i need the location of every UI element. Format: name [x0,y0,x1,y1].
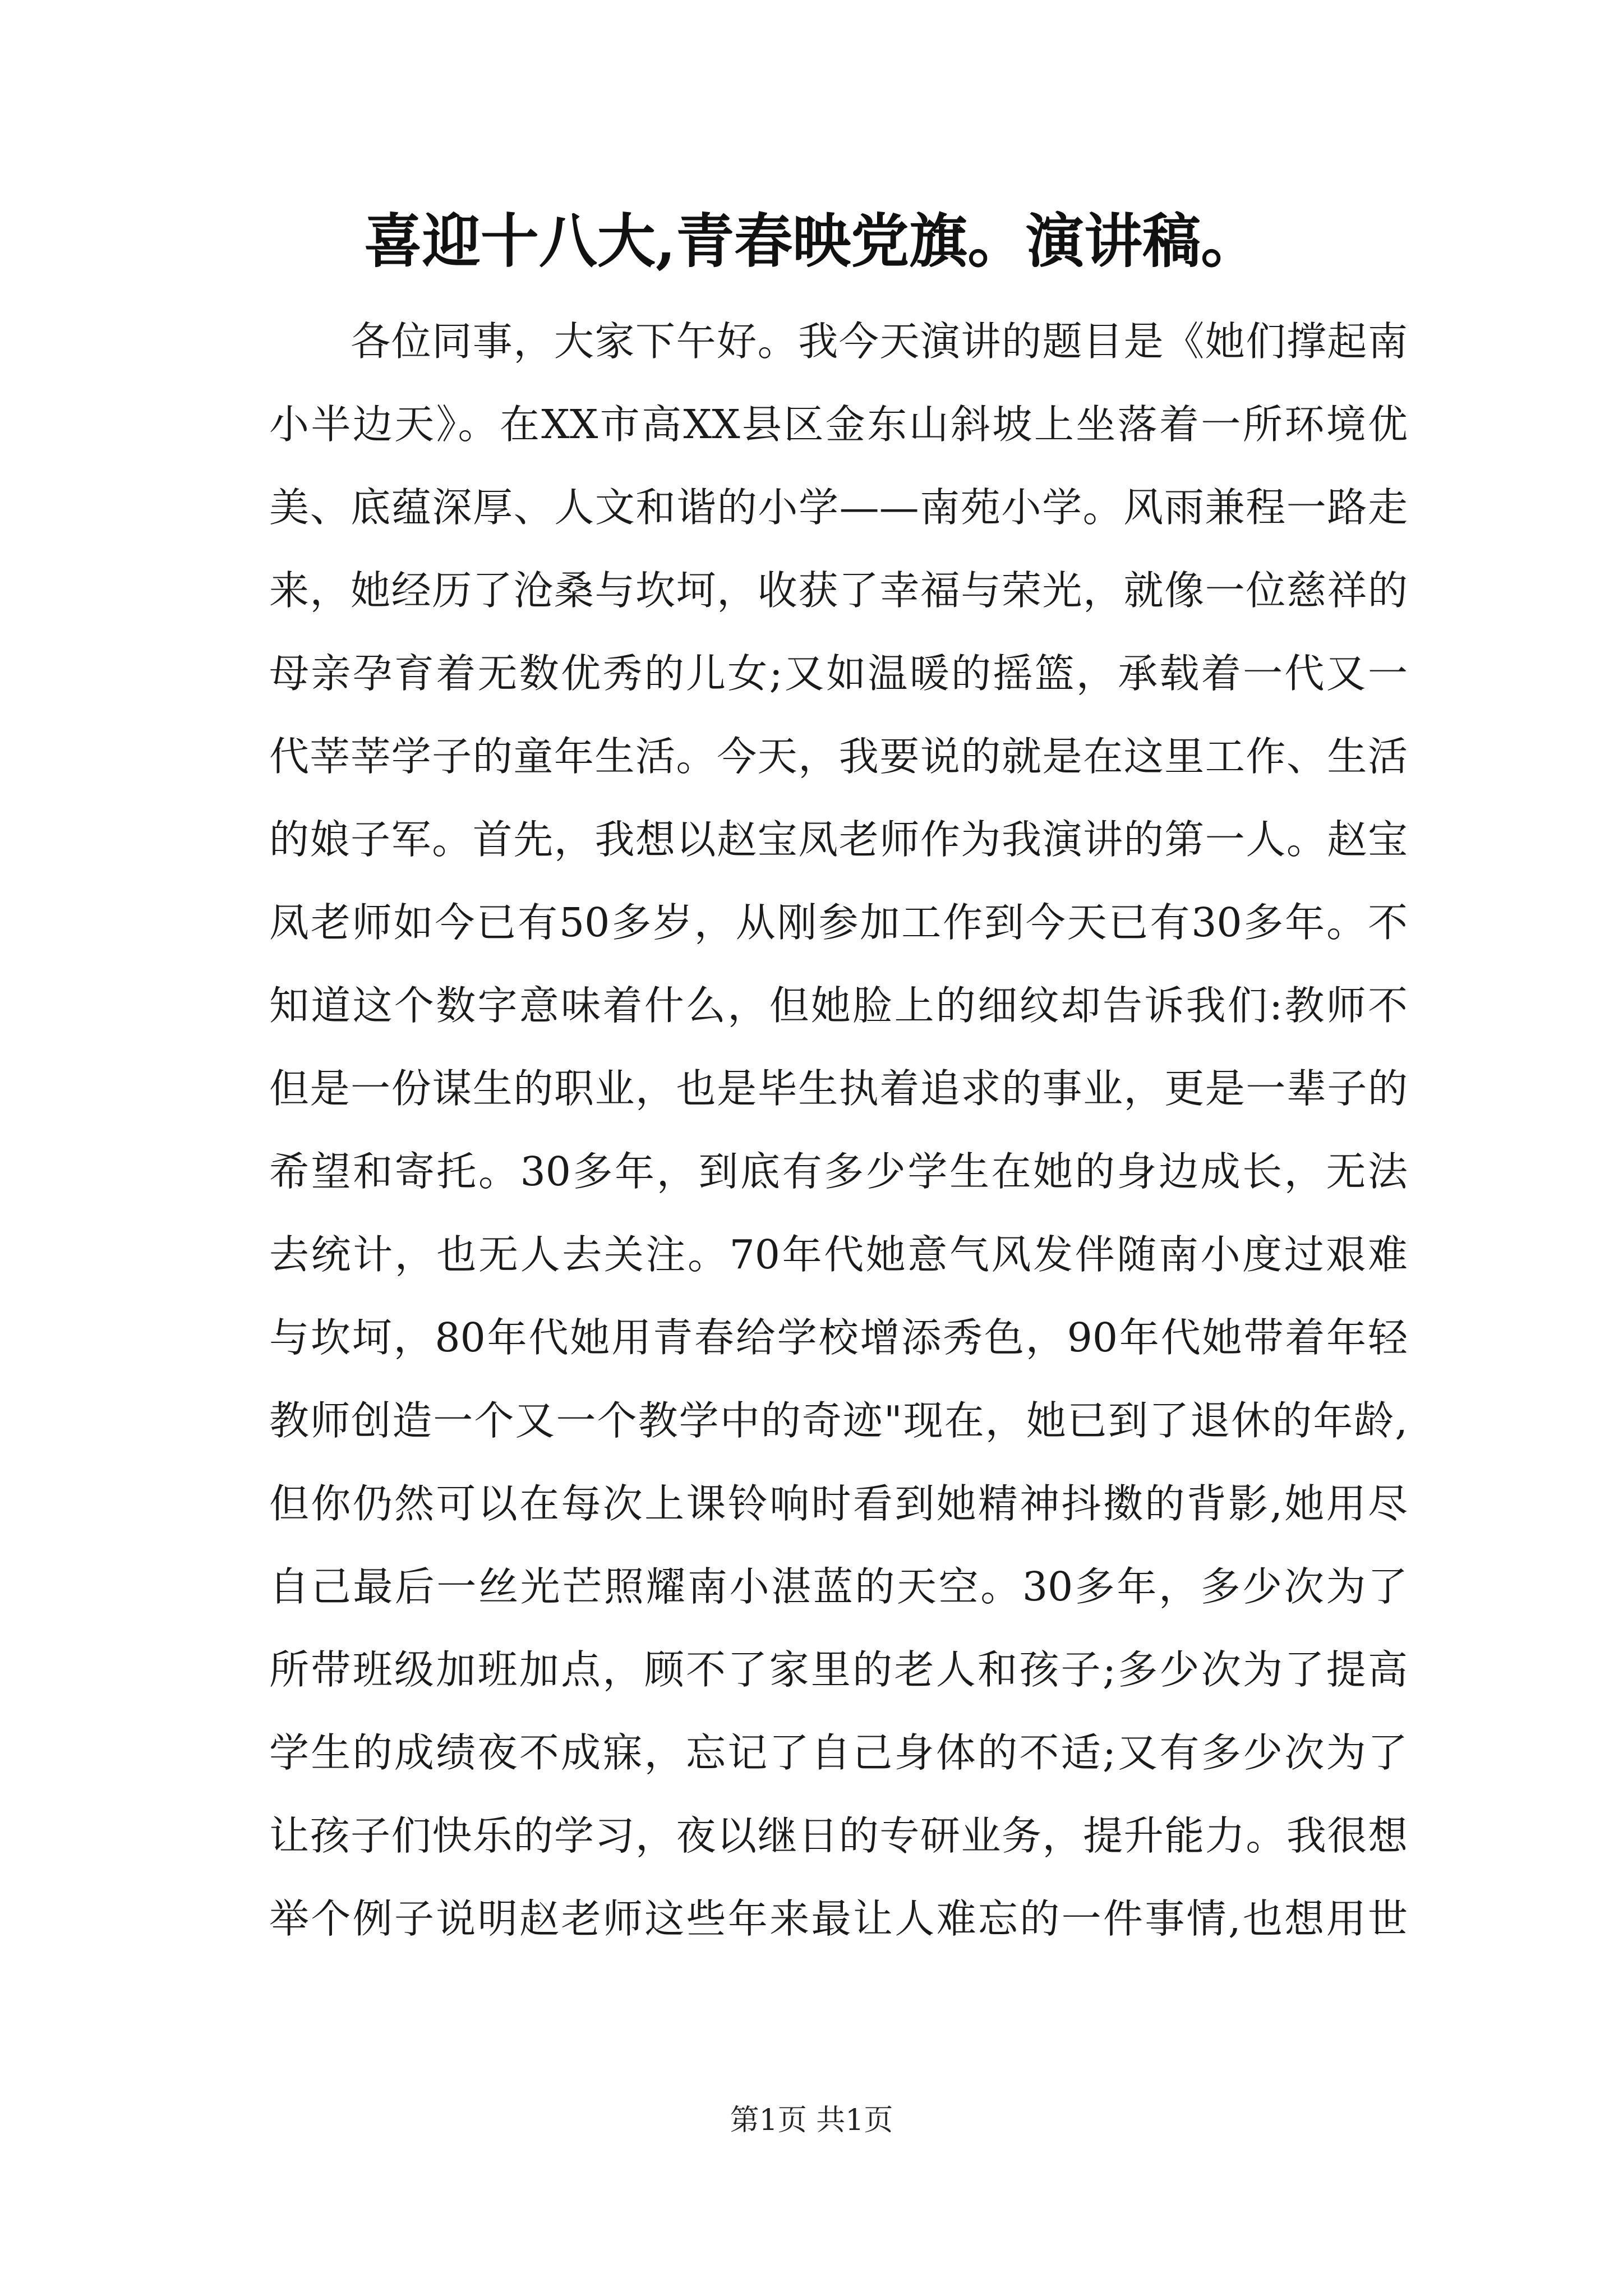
body-line: 希望和寄托。30多年，到底有多少学生在她的身边成长，无法 [269,1148,1408,1195]
body-line: 举个例子说明赵老师这些年来最让人难忘的一件事情,也想用世 [269,1895,1408,1942]
body-line: 学生的成绩夜不成寐，忘记了自己身体的不适;又有多少次为了 [269,1729,1408,1776]
body-line: 美、底蕴深厚、人文和谐的小学——南苑小学。风雨兼程一路走 [269,484,1408,531]
body-line: 但你仍然可以在每次上课铃响时看到她精神抖擞的背影,她用尽 [269,1480,1408,1527]
body-line: 但是一份谋生的职业，也是毕生执着追求的事业，更是一辈子的 [269,1065,1408,1112]
body-line: 母亲孕育着无数优秀的儿女;又如温暖的摇篮，承载着一代又一 [269,650,1408,697]
body-line: 所带班级加班加点，顾不了家里的老人和孩子;多少次为了提高 [269,1646,1408,1693]
document-title: 喜迎十八大,青春映党旗。演讲稿。 [363,206,1260,275]
body-line: 让孩子们快乐的学习，夜以继日的专研业务，提升能力。我很想 [269,1812,1408,1859]
body-line: 自己最后一丝光芒照耀南小湛蓝的天空。30多年，多少次为了 [269,1563,1408,1610]
body-line: 与坎坷，80年代她用青春给学校增添秀色，90年代她带着年轻 [269,1314,1408,1361]
body-line: 代莘莘学子的童年生活。今天，我要说的就是在这里工作、生活 [269,733,1408,780]
speech-body [269,300,1408,1961]
body-line: 各位同事，大家下午好。我今天演讲的题目是《她们撑起南 [269,318,1408,365]
body-line: 凤老师如今已有50多岁，从刚参加工作到今天已有30多年。不 [269,899,1408,946]
body-line: 的娘子军。首先，我想以赵宝凤老师作为我演讲的第一人。赵宝 [269,816,1408,863]
body-line: 来，她经历了沧桑与坎坷，收获了幸福与荣光，就像一位慈祥的 [269,567,1408,614]
body-line: 教师创造一个又一个教学中的奇迹"现在，她已到了退休的年龄, [269,1397,1408,1444]
body-line: 去统计，也无人去关注。70年代她意气风发伴随南小度过艰难 [269,1231,1408,1278]
body-line: 知道这个数字意味着什么，但她脸上的细纹却告诉我们:教师不 [269,982,1408,1029]
body-line: 小半边天》。在XX市高XX县区金东山斜坡上坐落着一所环境优 [269,401,1408,448]
page-number: 第1页 共1页 [730,2104,893,2137]
